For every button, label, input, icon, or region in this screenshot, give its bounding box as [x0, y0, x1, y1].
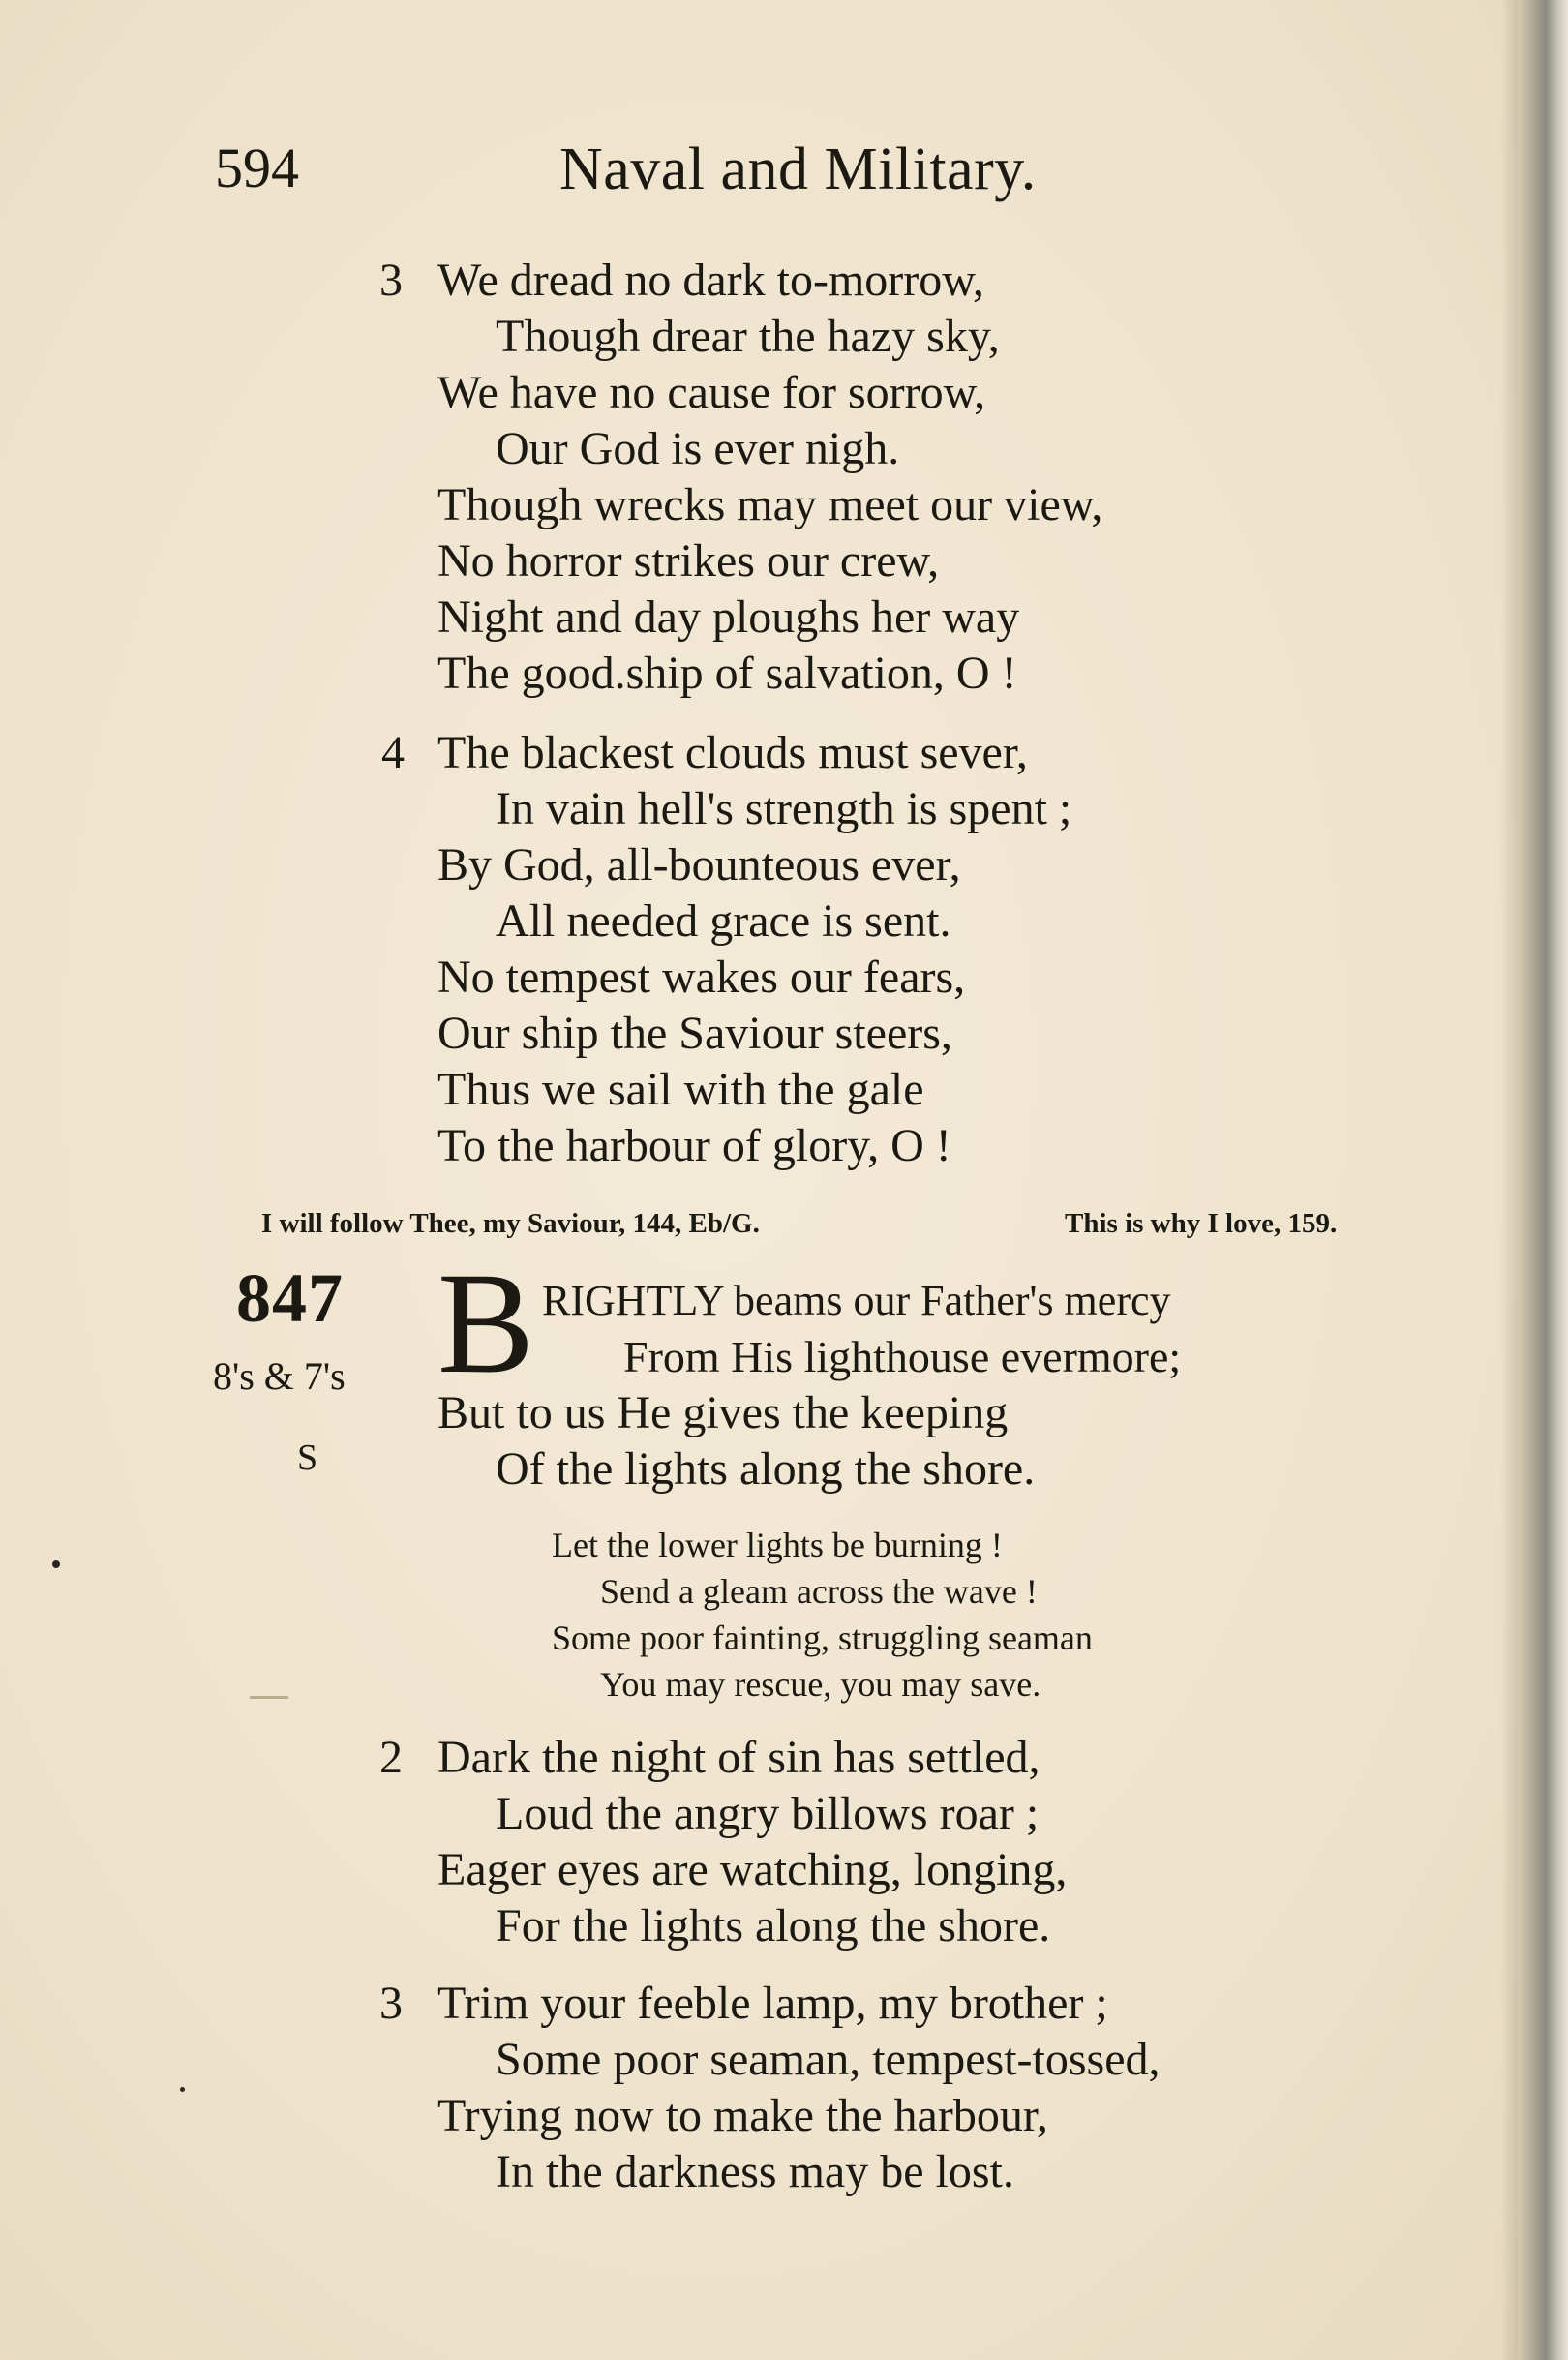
paper-mark [250, 1696, 288, 1699]
hymn-meter: 8's & 7's [213, 1354, 346, 1398]
verse-line: Eager eyes are watching, longing, [437, 1844, 1068, 1895]
page-header [0, 136, 1510, 213]
verse-line: Some poor seaman, tempest-tossed, [496, 2034, 1161, 2085]
tune-reference-left: I will follow Thee, my Saviour, 144, Eb/G. [261, 1208, 760, 1239]
verse-line: All needed grace is sent. [496, 895, 951, 947]
verse-number: 3 [379, 255, 403, 306]
hymn-number: 847 [236, 1259, 344, 1337]
verse-line: The blackest clouds must sever, [437, 727, 1028, 778]
hymn-key: S [297, 1437, 318, 1478]
verse-line: In the darkness may be lost. [496, 2146, 1014, 2197]
chorus-line: Some poor fainting, struggling seaman [552, 1619, 1093, 1657]
paper-speck [52, 1560, 60, 1568]
verse-line: Thus we sail with the gale [437, 1064, 924, 1115]
chorus-line: Let the lower lights be burning ! [552, 1526, 1003, 1564]
verse-line: RIGHTLY beams our Father's mercy [542, 1277, 1171, 1324]
verse-line: Night and day ploughs her way [437, 591, 1020, 643]
chorus-line: You may rescue, you may save. [600, 1665, 1041, 1704]
page-number: 594 [215, 136, 299, 199]
verse-line: We dread no dark to-morrow, [437, 255, 984, 306]
verse-line: By God, all-bounteous ever, [437, 839, 961, 891]
verse-line: To the harbour of glory, O ! [437, 1120, 951, 1171]
paper-speck [180, 2087, 185, 2092]
verse-line: For the lights along the shore. [496, 1900, 1051, 1952]
verse-line: Of the lights along the shore. [496, 1443, 1036, 1495]
verse-line: From His lighthouse evermore; [623, 1332, 1182, 1381]
verse-line: Our God is ever nigh. [496, 423, 900, 474]
verse-line: Trim your feeble lamp, my brother ; [437, 1978, 1108, 2029]
verse-line: Loud the angry billows roar ; [496, 1788, 1040, 1839]
verse-line: Dark the night of sin has settled, [437, 1732, 1040, 1783]
verse-line: In vain hell's strength is spent ; [496, 783, 1072, 834]
verse-line: No horror strikes our crew, [437, 535, 940, 587]
tune-reference-right: This is why I love, 159. [1065, 1208, 1338, 1239]
verse-line: No tempest wakes our fears, [437, 952, 966, 1003]
section-title: Naval and Military. [559, 136, 1037, 202]
verse-line: We have no cause for sorrow, [437, 367, 986, 418]
verse-line: Our ship the Saviour steers, [437, 1008, 952, 1059]
drop-cap: B [437, 1243, 535, 1404]
spine-shadow [1500, 0, 1518, 2360]
book-spine [1518, 0, 1568, 2360]
verse-number: 4 [381, 727, 405, 778]
verse-line: Trying now to make the harbour, [437, 2090, 1048, 2141]
verse-number: 3 [379, 1978, 403, 2029]
verse-number: 2 [379, 1732, 403, 1783]
verse-line: The good.ship of salvation, O ! [437, 648, 1017, 699]
verse-line: Though wrecks may meet our view, [437, 479, 1103, 530]
verse-line: Though drear the hazy sky, [496, 311, 1000, 362]
verse-line: But to us He gives the keeping [437, 1387, 1009, 1438]
chorus-line: Send a gleam across the wave ! [600, 1572, 1038, 1611]
